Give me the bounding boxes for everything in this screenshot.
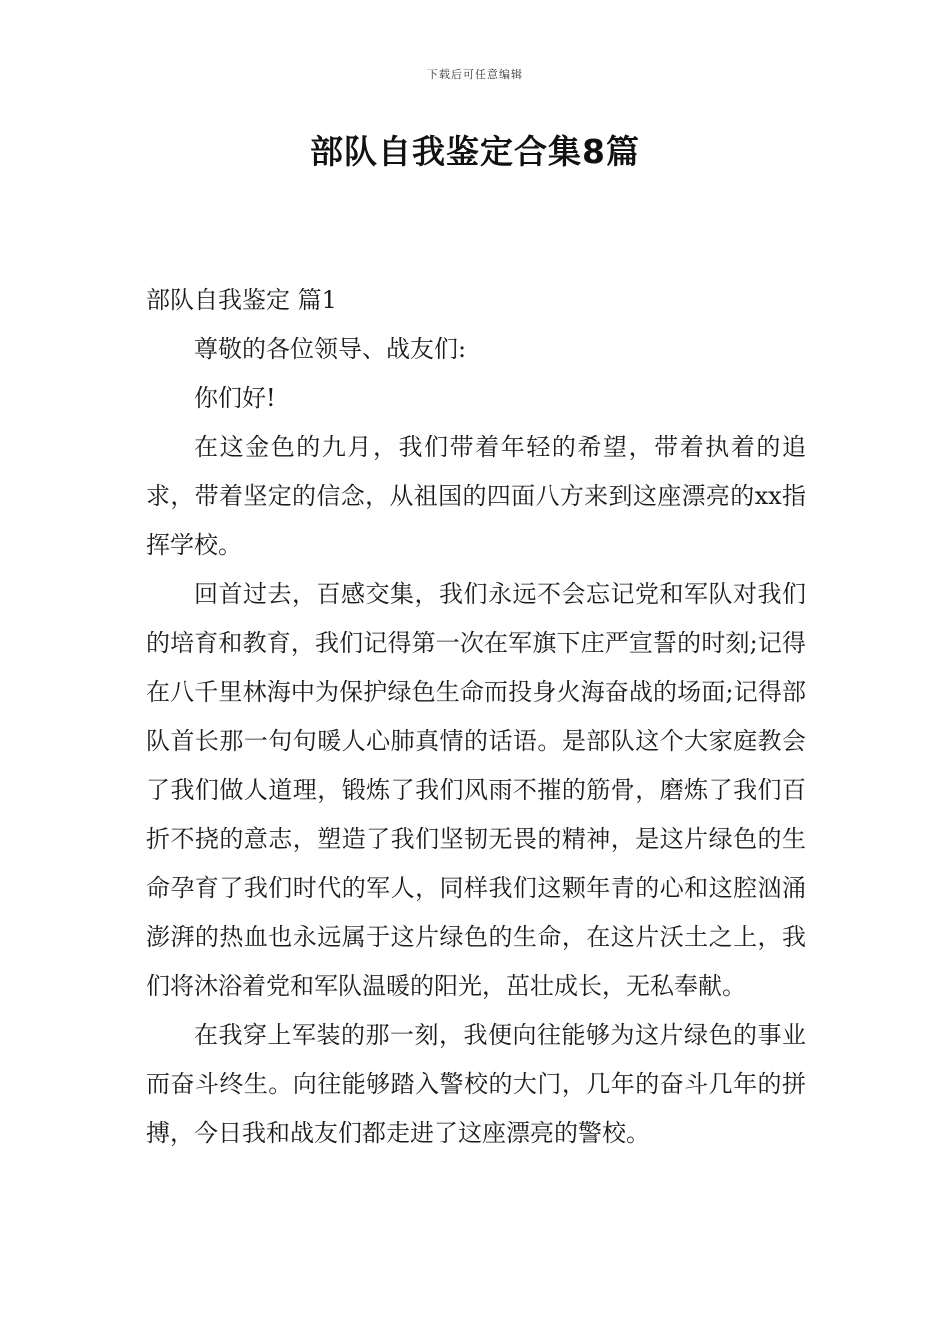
document-body [146, 276, 806, 1158]
section-heading: 部队自我鉴定 篇1 [146, 286, 337, 314]
paragraph: 在我穿上军装的那一刻，我便向往能够为这片绿色的事业而奋斗终生。向往能够踏入警校的大门，几年的奋斗几年的拼搏，今日我和战友们都走进了这座漂亮的警校。 [146, 1021, 806, 1147]
document-title: 部队自我鉴定合集8篇 [310, 132, 640, 171]
paragraph: 在这金色的九月，我们带着年轻的希望，带着执着的追求，带着坚定的信念，从祖国的四面八方来到这座漂亮的xx指挥学校。 [146, 433, 806, 559]
header-note: 下载后可任意编辑 [427, 68, 523, 81]
paragraph-greeting: 尊敬的各位领导、战友们: [194, 335, 467, 363]
paragraph-hello: 你们好! [194, 384, 276, 412]
paragraph: 回首过去，百感交集，我们永远不会忘记党和军队对我们的培育和教育，我们记得第一次在军旗下庄严宣誓的时刻;记得在八千里林海中为保护绿色生命而投身火海奋战的场面;记得部队首长那一句句暖人心肺真情的话语。是部队这个大家庭教会了我们做人道理，锻炼了我们风雨不摧的筋骨，磨炼了我们百折不挠的意志，塑造了我们坚韧无畏的精神，是这片绿色的生命孕育了我们时代的军人，同样我们这颗年青的心和这腔汹涌澎湃的热血也永远属于这片绿色的生命，在这片沃土之上，我们将沐浴着党和军队温暖的阳光，茁壮成长，无私奉献。 [146, 580, 806, 1000]
